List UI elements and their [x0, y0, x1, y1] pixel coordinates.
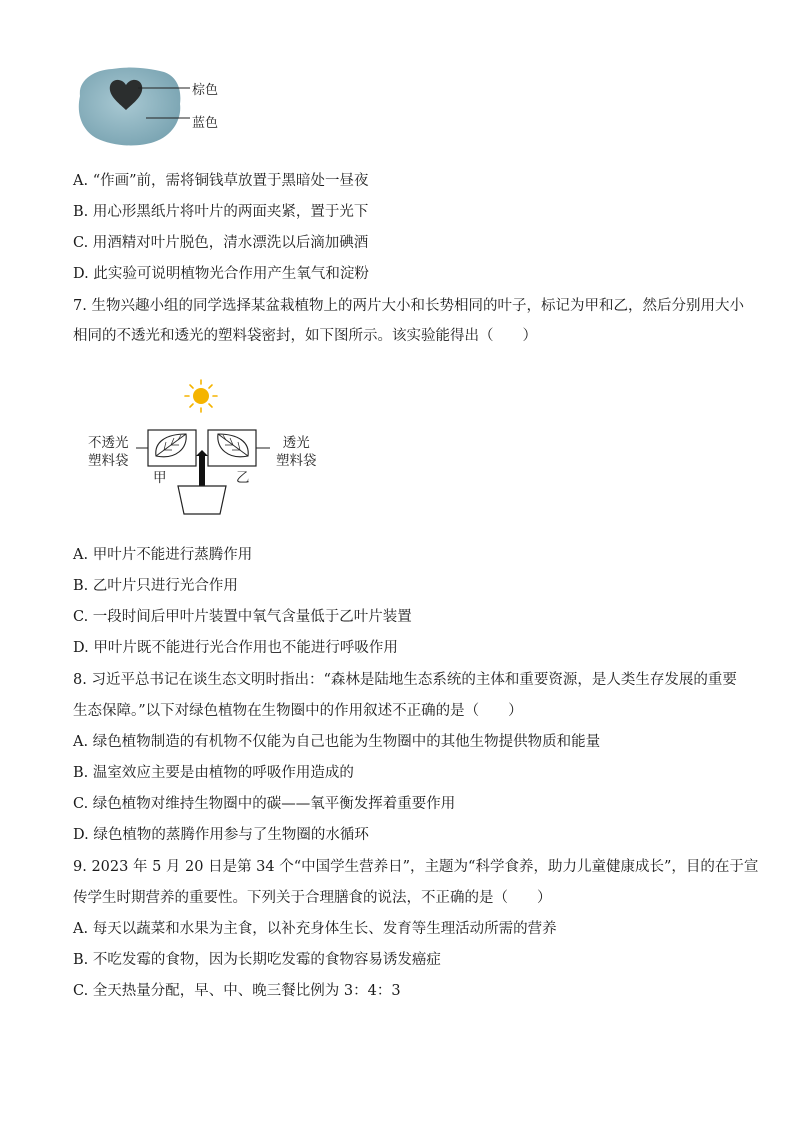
q8-option-a: A. 绿色植物制造的有机物不仅能为自己也能为生物圈中的其他生物提供物质和能量 [73, 734, 601, 750]
label-brown: 棕色 [192, 83, 219, 98]
opaque-bag-label: 不透光 塑料袋 [88, 435, 129, 469]
q9-option-c: C. 全天热量分配，早、中、晚三餐比例为 3：4：3 [73, 983, 401, 999]
sun-icon [185, 380, 217, 412]
q9-stem-line1: 9. 2023 年 5 月 20 日是第 34 个“中国学生营养日”，主题为“科学食养，助力儿童健康成长”，目的在于宣 [73, 859, 759, 875]
q6-option-c: C. 用酒精对叶片脱色，清水漂洗以后滴加碘酒 [73, 235, 369, 251]
q9-option-b: B. 不吃发霉的食物，因为长期吃发霉的食物容易诱发癌症 [73, 952, 441, 968]
q6-option-d: D. 此实验可说明植物光合作用产生氧气和淀粉 [73, 266, 369, 282]
leaf-label-jia: 甲 [153, 470, 167, 486]
leaf-label-yi: 乙 [236, 470, 250, 486]
q8-option-d: D. 绿色植物的蒸腾作用参与了生物圈的水循环 [73, 827, 369, 843]
q6-option-b: B. 用心形黑纸片将叶片的两面夹紧，置于光下 [73, 204, 369, 220]
q8-option-b: B. 温室效应主要是由植物的呼吸作用造成的 [73, 765, 354, 781]
q7-stem-line1: 7. 生物兴趣小组的同学选择某盆栽植物上的两片大小和长势相同的叶子，标记为甲和乙，然后分别用大小 [73, 298, 744, 314]
q9-stem-line2: 传学生时期营养的重要性。下列关于合理膳食的说法，不正确的是（ ） [73, 890, 552, 906]
q7-option-a: A. 甲叶片不能进行蒸腾作用 [73, 547, 253, 563]
q8-stem-line2: 生态保障。”以下对绿色植物在生物圈中的作用叙述不正确的是（ ） [73, 703, 523, 719]
q6-option-a: A. “作画”前，需将铜钱草放置于黑暗处一昼夜 [73, 173, 369, 189]
q7-option-b: B. 乙叶片只进行光合作用 [73, 578, 238, 594]
q9-option-a: A. 每天以蔬菜和水果为主食，以补充身体生长、发育等生理活动所需的营养 [73, 921, 557, 937]
q8-stem-line1: 8. 习近平总书记在谈生态文明时指出：“森林是陆地生态系统的主体和重要资源，是人类生存发展的重要 [73, 672, 737, 688]
q7-option-d: D. 甲叶片既不能进行光合作用也不能进行呼吸作用 [73, 640, 398, 656]
label-blue: 蓝色 [192, 116, 219, 131]
q7-stem-line2: 相同的不透光和透光的塑料袋密封，如下图所示。该实验能得出（ ） [73, 328, 537, 344]
q7-option-c: C. 一段时间后甲叶片装置中氧气含量低于乙叶片装置 [73, 609, 412, 625]
transparent-bag-label: 透光 塑料袋 [276, 435, 317, 469]
q8-option-c: C. 绿色植物对维持生物圈中的碳——氧平衡发挥着重要作用 [73, 796, 456, 812]
